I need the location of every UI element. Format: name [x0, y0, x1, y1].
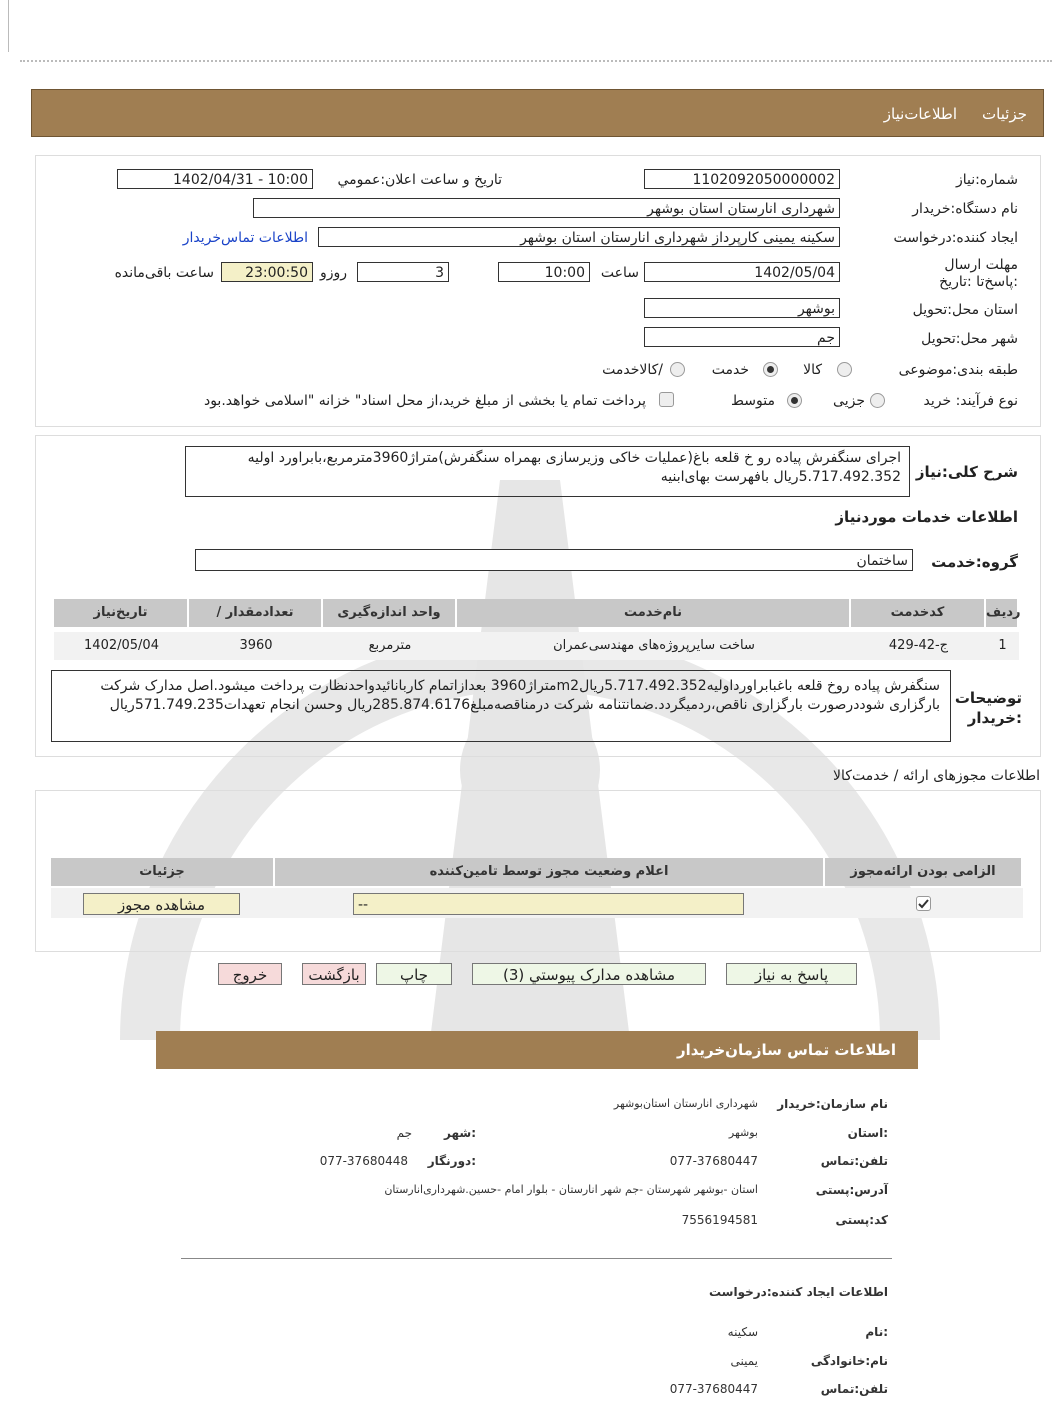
contact-postal-value: 7556194581	[681, 1213, 758, 1227]
table-cell-row: 1	[986, 632, 1019, 660]
treasury-payment-checkbox[interactable]	[659, 392, 674, 407]
col-qty-header: / تعدادمقدار	[189, 599, 323, 627]
back-button[interactable]: بازگشت	[302, 963, 366, 985]
contact-phone-label: تلفن:تماس	[820, 1154, 888, 1168]
category-service-radio[interactable]	[763, 362, 778, 377]
col-unit-header: واحد اندازه‌گیری	[323, 599, 457, 627]
service-group-field: ساختمان	[195, 549, 913, 571]
need-info-panel	[35, 155, 1041, 427]
attachments-button[interactable]: مشاهده مدارک پیوستي (3)	[472, 963, 706, 985]
deadline-time-field: 10:00	[498, 262, 590, 282]
announce-field: 1402/04/31 - 10:00	[117, 169, 313, 189]
table-cell-qty: 3960	[189, 632, 323, 660]
table-cell-unit: مترمربع	[323, 632, 457, 660]
contact-address-label: آدرس:پستی	[815, 1183, 888, 1197]
buyer-org-label: نام دستگاه:خریدار	[912, 201, 1018, 217]
process-partial-label: جزیی	[833, 393, 865, 409]
view-permit-button[interactable]: مشاهده مجوز	[83, 893, 240, 915]
creator-phone-value: 077-37680447	[669, 1382, 758, 1396]
creator-label: ایجاد کننده:درخواست	[893, 230, 1018, 246]
deadline-time-label: ساعت	[600, 265, 639, 281]
announce-label: تاریخ و ساعت اعلان:عمومي	[337, 172, 502, 188]
buyer-org-field: شهرداری انارستان استان بوشهر	[253, 198, 840, 218]
contact-city-value: جم	[396, 1126, 412, 1140]
top-header-bar	[31, 89, 1044, 137]
category-goods-service-radio[interactable]	[670, 362, 685, 377]
permit-required-header: الزامی بودن ارائه‌مجوز	[825, 858, 1023, 886]
category-goods-radio[interactable]	[837, 362, 852, 377]
deadline-date-field: 1402/05/04	[644, 262, 840, 282]
tab-details[interactable]: جزئیات	[982, 105, 1027, 123]
city-label: شهر محل:تحویل	[921, 331, 1018, 347]
process-label: نوع فرآیند: خرید	[923, 393, 1018, 409]
process-medium-radio[interactable]	[787, 393, 802, 408]
category-goods-service-label: /کالاخدمت	[602, 362, 663, 378]
contact-header-title: اطلاعات تماس سازمان‌خریدار	[676, 1041, 896, 1059]
creator-family-value: یمینی	[730, 1354, 758, 1368]
col-row-header: ردیف	[986, 599, 1019, 627]
summary-label: شرح کلی:نیاز	[915, 463, 1018, 481]
col-date-header: تاریخ‌نیاز	[54, 599, 189, 627]
treasury-payment-note: پرداخت تمام یا بخشی از مبلغ خرید،از محل اسناد" خزانه "اسلامی خواهد.بود	[203, 393, 646, 409]
contact-phone-value: 077-37680447	[669, 1154, 758, 1168]
contact-city-label: :شهر	[444, 1126, 476, 1140]
creator-field: سکینه یمینی کارپرداز شهرداری انارستان استان بوشهر	[318, 227, 840, 247]
category-label: طبقه بندی:موضوعی	[898, 362, 1018, 378]
contact-postal-label: کد:پستی	[835, 1213, 888, 1227]
check-icon	[917, 897, 930, 910]
permit-required-checkbox[interactable]	[916, 896, 931, 911]
contact-province-label: :استان	[847, 1126, 888, 1140]
province-label: استان محل:تحویل	[912, 302, 1018, 318]
buyer-contact-link[interactable]: اطلاعات تماس‌خریدار	[182, 230, 308, 246]
remaining-time-field: 23:00:50	[221, 262, 313, 282]
deadline-label: مهلت ارسال :پاسخ‌تا :تاریخ	[939, 257, 1018, 290]
category-goods-label: کالا	[803, 362, 822, 378]
contact-header-bar	[156, 1031, 918, 1069]
permit-status-field[interactable]: --	[353, 893, 744, 915]
need-number-label: شماره:نیاز	[955, 172, 1018, 188]
process-medium-label: متوسط	[731, 393, 775, 409]
left-edge-line	[8, 0, 9, 52]
buyer-notes-text: سنگفرش پیاده روخ قلعه باغبابراورداولیه5.717.492.352ریالm2متراژ3960 بعدازاتمام کاربانائیدواحدنظارت پرداخت میشود.اصل مدارک شرکت بارگزاری شوددرصورت بارگزاری ناقص،ردمیگردد.ضمانتنامه شرکت درمناقصه‌مبلغ285.874.6176ریال وحسن انجام تعهدات571.749.235ریال	[51, 670, 951, 742]
need-number-field: 1102092050000002	[644, 169, 840, 189]
permit-status-header: اعلام وضعیت مجوز توسط تامین‌کننده	[275, 858, 825, 886]
reply-button[interactable]: پاسخ به نیاز	[726, 963, 857, 985]
top-divider	[20, 60, 1052, 62]
contact-divider	[181, 1258, 892, 1259]
process-partial-radio[interactable]	[870, 393, 885, 408]
table-cell-date: 1402/05/04	[54, 632, 189, 660]
days-label: روزو	[319, 265, 347, 281]
city-field: جم	[644, 327, 840, 347]
permit-details-header: جزئیات	[51, 858, 275, 886]
category-service-label: خدمت	[711, 362, 749, 378]
table-cell-name: ساخت سایرپروژه‌های مهندسی‌عمران	[457, 632, 851, 660]
remaining-label: ساعت باقی‌مانده	[114, 265, 214, 281]
contact-province-value: بوشهر	[728, 1126, 758, 1139]
creator-family-label: نام:خانوادگی	[810, 1354, 888, 1368]
buyer-notes-label: توضیحات :خریدار	[954, 689, 1022, 727]
col-code-header: کدخدمت	[851, 599, 986, 627]
tab-need-info[interactable]: اطلاعات‌نیاز	[883, 105, 957, 123]
creator-name-value: سکینه	[727, 1325, 758, 1339]
services-title: اطلاعات خدمات موردنیاز	[835, 508, 1018, 526]
contact-fax-value: 077-37680448	[319, 1154, 408, 1168]
creator-name-label: :نام	[865, 1325, 888, 1339]
col-name-header: نام‌خدمت	[457, 599, 851, 627]
summary-text: اجرای سنگفرش پیاده رو خ قلعه باغ(عملیات خاکی وزیرسازی بهمراه سنگفرش)متراژ3960مترمربع،بابراورد اولیه 5.717.492.352ریال بافهرست بهای‌ابنیه	[185, 446, 910, 497]
contact-org-label: نام سازمان:خریدار	[777, 1097, 888, 1111]
province-field: بوشهر	[644, 298, 840, 318]
permits-title: اطلاعات مجوزهای ارائه / خدمت‌کالا	[833, 768, 1040, 784]
contact-address-value: استان -بوشهر شهرستان -جم شهر انارستان - بلوار امام -حسین.شهرداری‌انارستان	[384, 1183, 758, 1196]
creator-phone-label: تلفن:تماس	[820, 1382, 888, 1396]
contact-fax-label: :دورنگار	[427, 1154, 476, 1168]
service-group-label: گروه:خدمت	[931, 553, 1018, 571]
print-button[interactable]: چاپ	[376, 963, 452, 985]
creator-info-title: اطلاعات ایجاد کننده:درخواست	[708, 1285, 888, 1299]
exit-button[interactable]: خروج	[218, 963, 282, 985]
table-cell-code: ج-42-429	[851, 632, 986, 660]
contact-org-value: شهرداری انارستان استان‌بوشهر	[613, 1097, 758, 1110]
days-field: 3	[357, 262, 449, 282]
